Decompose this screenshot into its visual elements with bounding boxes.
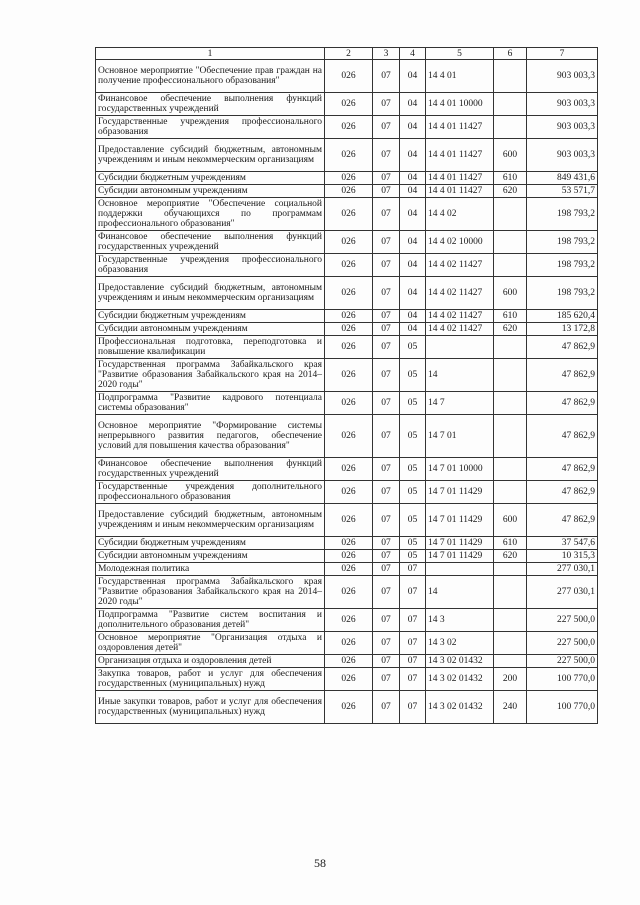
row-section-code: 07 (373, 60, 400, 93)
row-expense-type: 610 (494, 172, 527, 185)
row-target-article: 14 4 02 11427 (426, 254, 494, 277)
table-row (96, 563, 598, 576)
row-target-article: 14 3 02 (426, 632, 494, 655)
row-target-article: 14 7 01 11429 (426, 550, 494, 563)
table-row (96, 576, 598, 609)
row-department-code: 026 (325, 576, 373, 609)
row-amount: 277 030,1 (527, 576, 598, 609)
row-section-code: 07 (373, 632, 400, 655)
row-target-article: 14 3 02 01432 (426, 655, 494, 668)
row-section-code: 07 (373, 550, 400, 563)
table-row (96, 359, 598, 392)
row-expense-type (494, 609, 527, 632)
table-row (96, 415, 598, 458)
row-amount: 47 862,9 (527, 392, 598, 415)
row-target-article: 14 3 (426, 609, 494, 632)
row-subsection-code: 04 (400, 116, 426, 139)
row-subsection-code: 04 (400, 60, 426, 93)
row-name: Закупка товаров, работ и услуг для обеспечения государственных (муниципальных) нужд (96, 668, 325, 691)
row-amount: 227 500,0 (527, 632, 598, 655)
table-row (96, 323, 598, 336)
row-name: Субсидии автономным учреждениям (96, 185, 325, 198)
header-col-2: 2 (325, 48, 373, 60)
row-target-article: 14 4 02 10000 (426, 231, 494, 254)
row-subsection-code: 05 (400, 550, 426, 563)
row-expense-type (494, 254, 527, 277)
row-expense-type (494, 93, 527, 116)
row-expense-type (494, 359, 527, 392)
row-section-code: 07 (373, 563, 400, 576)
row-department-code: 026 (325, 254, 373, 277)
row-department-code: 026 (325, 185, 373, 198)
header-row (96, 48, 598, 60)
row-subsection-code: 04 (400, 231, 426, 254)
row-target-article: 14 (426, 576, 494, 609)
row-department-code: 026 (325, 277, 373, 310)
row-section-code: 07 (373, 415, 400, 458)
table-row (96, 93, 598, 116)
row-department-code: 026 (325, 632, 373, 655)
row-section-code: 07 (373, 609, 400, 632)
row-department-code: 026 (325, 655, 373, 668)
row-target-article: 14 7 (426, 392, 494, 415)
row-name: Основное мероприятие "Формирование системы непрерывного развития педагогов, обеспечение условий для повышения качества образования" (96, 415, 325, 458)
row-subsection-code: 07 (400, 632, 426, 655)
row-target-article: 14 7 01 11429 (426, 504, 494, 537)
row-expense-type (494, 60, 527, 93)
row-expense-type (494, 392, 527, 415)
row-target-article: 14 4 02 11427 (426, 323, 494, 336)
row-section-code: 07 (373, 504, 400, 537)
row-target-article: 14 4 01 (426, 60, 494, 93)
row-name: Предоставление субсидий бюджетным, автономным учреждениям и иным некоммерческим организациям (96, 504, 325, 537)
row-subsection-code: 07 (400, 563, 426, 576)
row-amount: 198 793,2 (527, 231, 598, 254)
row-target-article: 14 3 02 01432 (426, 691, 494, 724)
row-amount: 903 003,3 (527, 139, 598, 172)
row-target-article: 14 7 01 (426, 415, 494, 458)
row-subsection-code: 05 (400, 415, 426, 458)
row-subsection-code: 04 (400, 172, 426, 185)
row-expense-type (494, 336, 527, 359)
row-section-code: 07 (373, 277, 400, 310)
row-amount: 47 862,9 (527, 481, 598, 504)
row-department-code: 026 (325, 310, 373, 323)
row-name: Субсидии бюджетным учреждениям (96, 537, 325, 550)
row-amount: 100 770,0 (527, 668, 598, 691)
row-subsection-code: 04 (400, 139, 426, 172)
row-amount: 47 862,9 (527, 504, 598, 537)
table-row (96, 139, 598, 172)
row-subsection-code: 05 (400, 336, 426, 359)
row-section-code: 07 (373, 668, 400, 691)
row-target-article: 14 7 01 11429 (426, 481, 494, 504)
row-name: Подпрограмма "Развитие кадрового потенциала системы образования" (96, 392, 325, 415)
table-row (96, 504, 598, 537)
row-target-article: 14 4 02 11427 (426, 277, 494, 310)
row-subsection-code: 04 (400, 310, 426, 323)
row-subsection-code: 07 (400, 576, 426, 609)
row-name: Финансовое обеспечение выполнения функций государственных учреждений (96, 93, 325, 116)
row-target-article: 14 4 01 11427 (426, 116, 494, 139)
row-name: Государственная программа Забайкальского края "Развитие образования Забайкальского края на 2014–2020 годы" (96, 576, 325, 609)
row-amount: 185 620,4 (527, 310, 598, 323)
row-section-code: 07 (373, 116, 400, 139)
budget-table (95, 47, 598, 724)
table-row (96, 336, 598, 359)
row-subsection-code: 07 (400, 668, 426, 691)
row-amount: 198 793,2 (527, 277, 598, 310)
row-amount: 227 500,0 (527, 655, 598, 668)
row-expense-type: 600 (494, 139, 527, 172)
table-body (96, 60, 598, 724)
row-subsection-code: 04 (400, 198, 426, 231)
row-department-code: 026 (325, 172, 373, 185)
table-row (96, 550, 598, 563)
table-row (96, 198, 598, 231)
row-amount: 277 030,1 (527, 563, 598, 576)
row-section-code: 07 (373, 392, 400, 415)
row-section-code: 07 (373, 359, 400, 392)
row-department-code: 026 (325, 563, 373, 576)
row-department-code: 026 (325, 550, 373, 563)
row-subsection-code: 04 (400, 185, 426, 198)
row-section-code: 07 (373, 139, 400, 172)
table-row (96, 481, 598, 504)
row-department-code: 026 (325, 359, 373, 392)
row-expense-type (494, 655, 527, 668)
row-target-article (426, 563, 494, 576)
row-target-article: 14 7 01 10000 (426, 458, 494, 481)
row-section-code: 07 (373, 254, 400, 277)
row-name: Молодежная политика (96, 563, 325, 576)
row-department-code: 026 (325, 481, 373, 504)
row-department-code: 026 (325, 116, 373, 139)
row-department-code: 026 (325, 198, 373, 231)
row-subsection-code: 07 (400, 691, 426, 724)
row-amount: 13 172,8 (527, 323, 598, 336)
row-target-article: 14 4 01 10000 (426, 93, 494, 116)
row-name: Субсидии бюджетным учреждениям (96, 172, 325, 185)
row-name: Основное мероприятие "Обеспечение социальной поддержки обучающихся по программам профессионального образования" (96, 198, 325, 231)
row-target-article: 14 4 01 11427 (426, 139, 494, 172)
row-subsection-code: 04 (400, 254, 426, 277)
row-amount: 100 770,0 (527, 691, 598, 724)
row-expense-type: 620 (494, 323, 527, 336)
row-subsection-code: 04 (400, 277, 426, 310)
row-amount: 47 862,9 (527, 458, 598, 481)
row-section-code: 07 (373, 185, 400, 198)
row-expense-type: 620 (494, 185, 527, 198)
row-expense-type (494, 576, 527, 609)
row-department-code: 026 (325, 323, 373, 336)
row-subsection-code: 07 (400, 655, 426, 668)
row-target-article: 14 4 02 11427 (426, 310, 494, 323)
row-expense-type: 600 (494, 277, 527, 310)
table-row (96, 172, 598, 185)
row-department-code: 026 (325, 231, 373, 254)
row-section-code: 07 (373, 576, 400, 609)
row-section-code: 07 (373, 481, 400, 504)
row-name: Предоставление субсидий бюджетным, автономным учреждениям и иным некоммерческим организациям (96, 277, 325, 310)
row-subsection-code: 05 (400, 359, 426, 392)
table-row (96, 231, 598, 254)
row-department-code: 026 (325, 537, 373, 550)
row-name: Иные закупки товаров, работ и услуг для обеспечения государственных (муниципальных) нужд (96, 691, 325, 724)
table-row (96, 277, 598, 310)
header-col-6: 6 (494, 48, 527, 60)
row-expense-type: 600 (494, 504, 527, 537)
row-name: Основное мероприятие "Обеспечение прав граждан на получение профессионального образования" (96, 60, 325, 93)
row-department-code: 026 (325, 336, 373, 359)
row-section-code: 07 (373, 323, 400, 336)
row-name: Финансовое обеспечение выполнения функций государственных учреждений (96, 458, 325, 481)
row-section-code: 07 (373, 458, 400, 481)
row-department-code: 026 (325, 504, 373, 537)
row-name: Предоставление субсидий бюджетным, автономным учреждениям и иным некоммерческим организациям (96, 139, 325, 172)
row-name: Субсидии автономным учреждениям (96, 323, 325, 336)
row-expense-type (494, 458, 527, 481)
row-subsection-code: 05 (400, 458, 426, 481)
table-row (96, 632, 598, 655)
row-expense-type (494, 116, 527, 139)
row-name: Субсидии бюджетным учреждениям (96, 310, 325, 323)
row-name: Организация отдыха и оздоровления детей (96, 655, 325, 668)
row-expense-type (494, 563, 527, 576)
row-name: Финансовое обеспечение выполнения функций государственных учреждений (96, 231, 325, 254)
row-department-code: 026 (325, 691, 373, 724)
row-name: Субсидии автономным учреждениям (96, 550, 325, 563)
row-department-code: 026 (325, 609, 373, 632)
row-expense-type (494, 198, 527, 231)
row-subsection-code: 05 (400, 481, 426, 504)
table-row (96, 537, 598, 550)
row-department-code: 026 (325, 458, 373, 481)
row-amount: 903 003,3 (527, 93, 598, 116)
row-amount: 47 862,9 (527, 336, 598, 359)
row-expense-type (494, 481, 527, 504)
row-department-code: 026 (325, 415, 373, 458)
row-target-article (426, 336, 494, 359)
table-row (96, 668, 598, 691)
row-expense-type: 610 (494, 310, 527, 323)
row-expense-type: 610 (494, 537, 527, 550)
row-name: Профессиональная подготовка, переподготовка и повышение квалификации (96, 336, 325, 359)
row-subsection-code: 05 (400, 504, 426, 537)
header-col-3: 3 (373, 48, 400, 60)
row-department-code: 026 (325, 93, 373, 116)
row-section-code: 07 (373, 93, 400, 116)
row-expense-type: 620 (494, 550, 527, 563)
row-section-code: 07 (373, 691, 400, 724)
row-section-code: 07 (373, 655, 400, 668)
table-row (96, 609, 598, 632)
row-expense-type (494, 231, 527, 254)
row-name: Государственные учреждения дополнительного профессионального образования (96, 481, 325, 504)
row-name: Подпрограмма "Развитие систем воспитания и дополнительного образования детей" (96, 609, 325, 632)
row-department-code: 026 (325, 139, 373, 172)
row-amount: 849 431,6 (527, 172, 598, 185)
table-row (96, 310, 598, 323)
row-section-code: 07 (373, 231, 400, 254)
table-row (96, 60, 598, 93)
row-name: Государственная программа Забайкальского края "Развитие образования Забайкальского края на 2014–2020 годы" (96, 359, 325, 392)
header-col-7: 7 (527, 48, 598, 60)
table-row (96, 116, 598, 139)
row-amount: 10 315,3 (527, 550, 598, 563)
row-subsection-code: 05 (400, 537, 426, 550)
row-subsection-code: 04 (400, 93, 426, 116)
row-section-code: 07 (373, 336, 400, 359)
header-col-5: 5 (426, 48, 494, 60)
row-name: Государственные учреждения профессионального образования (96, 116, 325, 139)
row-department-code: 026 (325, 60, 373, 93)
row-expense-type (494, 632, 527, 655)
header-col-4: 4 (400, 48, 426, 60)
row-section-code: 07 (373, 198, 400, 231)
row-amount: 198 793,2 (527, 254, 598, 277)
row-department-code: 026 (325, 668, 373, 691)
row-subsection-code: 07 (400, 609, 426, 632)
page-number: 58 (314, 856, 326, 870)
row-amount: 47 862,9 (527, 359, 598, 392)
row-subsection-code: 05 (400, 392, 426, 415)
row-target-article: 14 3 02 01432 (426, 668, 494, 691)
row-amount: 47 862,9 (527, 415, 598, 458)
row-amount: 903 003,3 (527, 60, 598, 93)
row-expense-type: 200 (494, 668, 527, 691)
row-amount: 198 793,2 (527, 198, 598, 231)
table-row (96, 392, 598, 415)
row-name: Государственные учреждения профессионального образования (96, 254, 325, 277)
row-expense-type: 240 (494, 691, 527, 724)
table-row (96, 254, 598, 277)
row-amount: 903 003,3 (527, 116, 598, 139)
row-amount: 37 547,6 (527, 537, 598, 550)
row-section-code: 07 (373, 310, 400, 323)
row-subsection-code: 04 (400, 323, 426, 336)
row-expense-type (494, 415, 527, 458)
row-target-article: 14 4 01 11427 (426, 185, 494, 198)
table-row (96, 655, 598, 668)
table-row (96, 458, 598, 481)
row-target-article: 14 4 01 11427 (426, 172, 494, 185)
row-name: Основное мероприятие "Организация отдыха и оздоровления детей" (96, 632, 325, 655)
table-row (96, 185, 598, 198)
header-col-1: 1 (96, 48, 325, 60)
row-section-code: 07 (373, 172, 400, 185)
row-target-article: 14 (426, 359, 494, 392)
row-target-article: 14 7 01 11429 (426, 537, 494, 550)
row-amount: 53 571,7 (527, 185, 598, 198)
row-target-article: 14 4 02 (426, 198, 494, 231)
row-amount: 227 500,0 (527, 609, 598, 632)
row-department-code: 026 (325, 392, 373, 415)
row-section-code: 07 (373, 537, 400, 550)
table-row (96, 691, 598, 724)
